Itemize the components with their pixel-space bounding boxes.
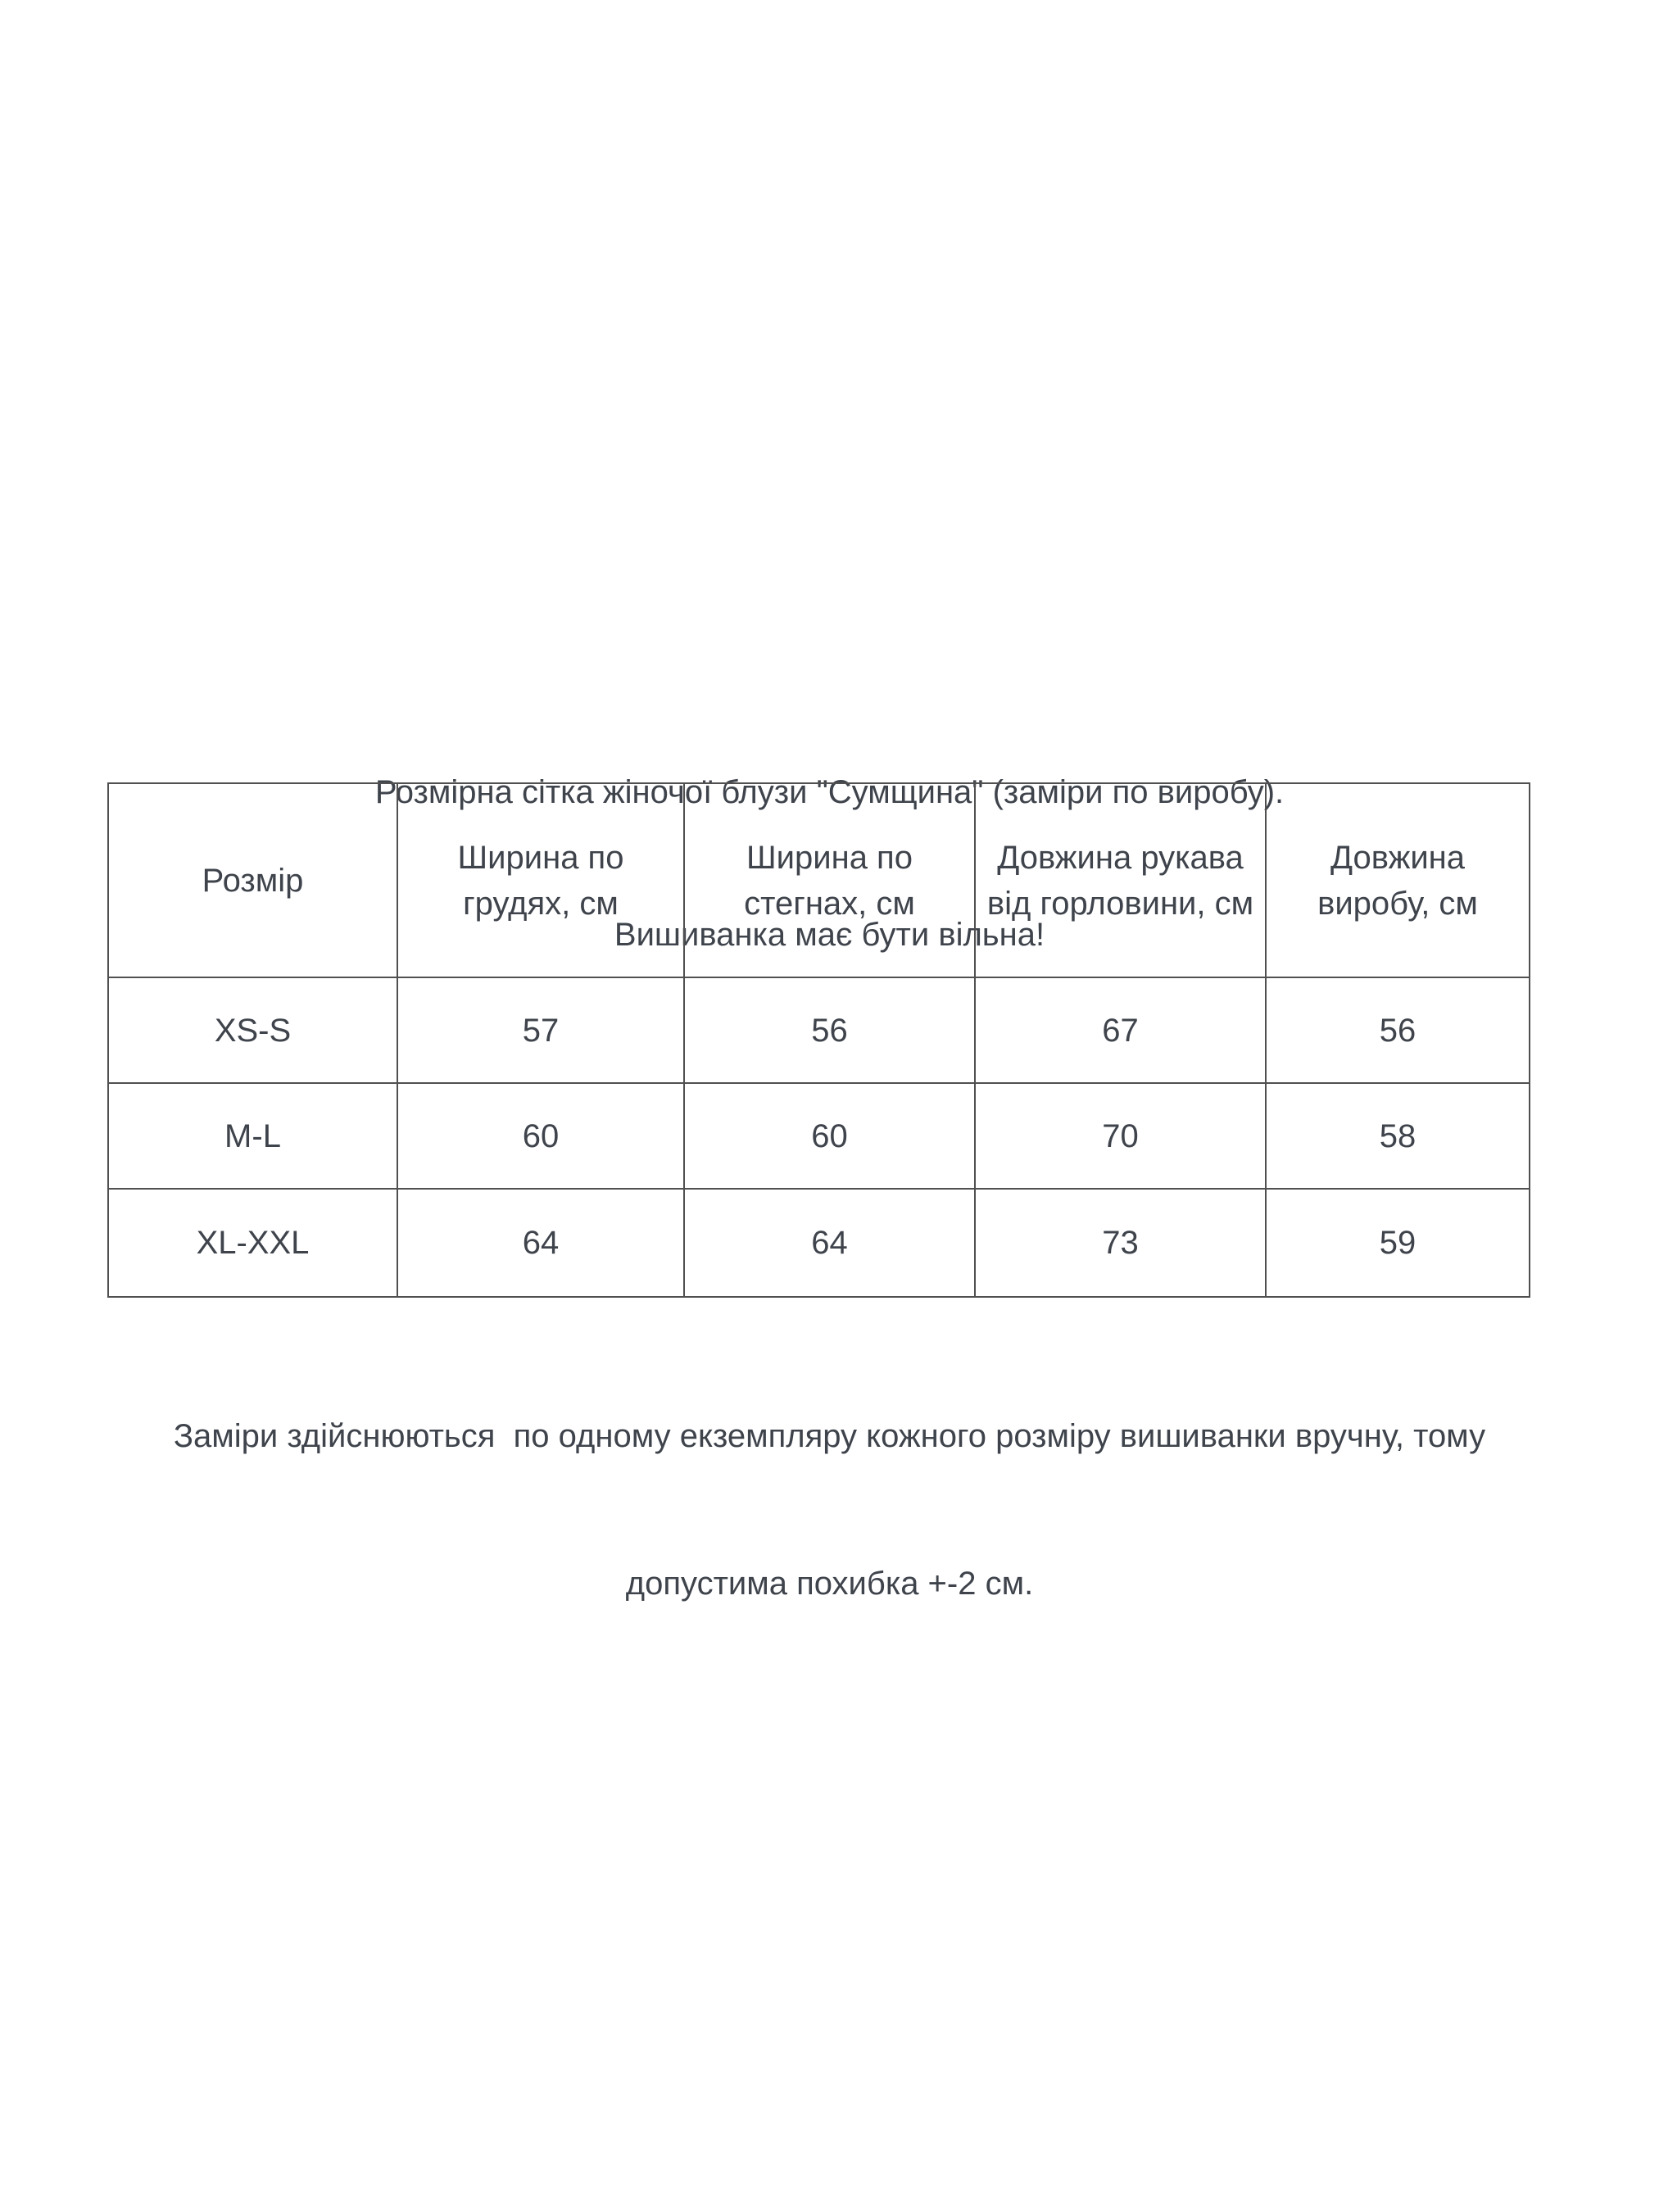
note-line-2: допустима похибка +-2 см. [625,1566,1034,1602]
title-line-1: Розмірна сітка жіночої блузи "Сумщина" (заміри по виробу). [374,774,1285,810]
product-length-value: 59 [1266,1189,1530,1297]
title-line-2: Вишиванка має бути вільна! [614,917,1045,953]
size-chart-table [107,782,1530,1298]
hip-width-value: 60 [684,1083,975,1189]
sleeve-length-value: 73 [975,1189,1266,1297]
chest-width-value: 60 [397,1083,684,1189]
sleeve-length-value: 70 [975,1083,1266,1189]
size-label: M-L [108,1083,397,1189]
header-product-length: Довжина виробу, см [1266,783,1530,977]
table-row [108,1083,1530,1189]
hip-width-value: 56 [684,977,975,1083]
note-line-1: Заміри здійснюються по одному екземпляру кожного розміру вишиванки вручну, тому [173,1418,1486,1454]
sleeve-length-value: 67 [975,977,1266,1083]
product-length-value: 56 [1266,977,1530,1083]
table-row [108,977,1530,1083]
table-row [108,1189,1530,1297]
measurement-note [0,1313,1659,1707]
hip-width-value: 64 [684,1189,975,1297]
table-header-row [108,783,1530,977]
header-hip-width: Ширина по стегнах, см [684,783,975,977]
chest-width-value: 57 [397,977,684,1083]
chest-width-value: 64 [397,1189,684,1297]
product-length-value: 58 [1266,1083,1530,1189]
size-label: XS-S [108,977,397,1083]
size-label: XL-XXL [108,1189,397,1297]
header-sleeve-length: Довжина рукава від горловини, см [975,783,1266,977]
header-size: Розмір [108,783,397,977]
header-chest-width: Ширина по грудях, см [397,783,684,977]
